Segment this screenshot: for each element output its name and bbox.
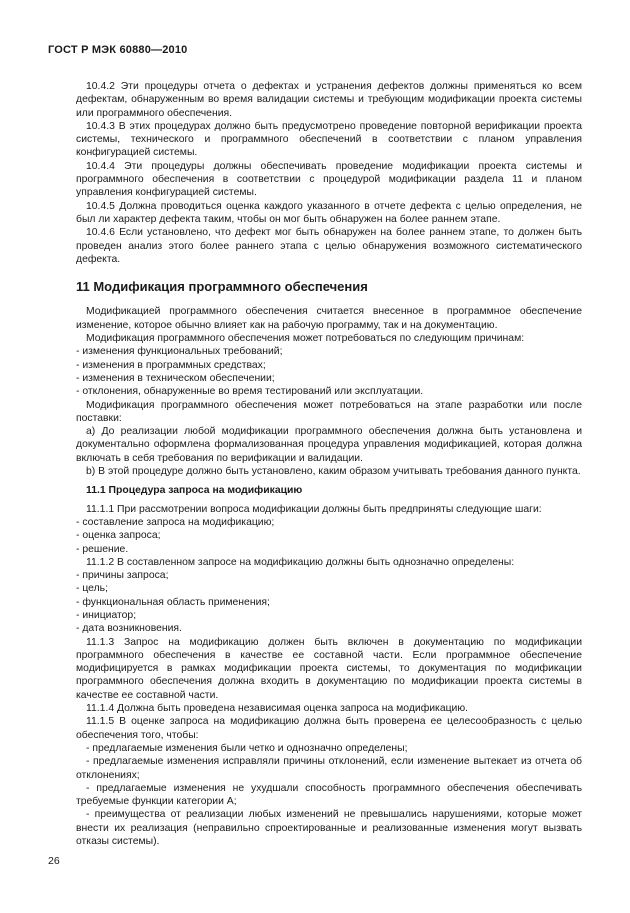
paragraph-11-1-5: 11.1.5 В оценке запроса на модификацию должна быть проверена ее целесообразность с целью обеспечения того, чтобы: bbox=[76, 716, 582, 741]
list-item: - решение. bbox=[76, 543, 129, 555]
list-item: - предлагаемые изменения были четко и однозначно определены; bbox=[86, 742, 408, 754]
paragraph-10-4-5: 10.4.5 Должна проводиться оценка каждого указанного в отчете дефекта с целью определения, не был ли характер дефекта таким, чтобы он мог быть обнаружен на более раннем этапе. bbox=[76, 200, 582, 225]
paragraph-stage: Модификация программного обеспечения может потребоваться на этапе разработки или после поставки: bbox=[76, 399, 582, 424]
list-item: - изменения функциональных требований; bbox=[76, 346, 283, 358]
paragraph-item-b: b) В этой процедуре должно быть установлено, каким образом учитывать требования данного пункта. bbox=[86, 466, 581, 478]
document-body bbox=[76, 80, 582, 848]
list-item: - функциональная область применения; bbox=[76, 596, 270, 608]
paragraph-11-1-1: 11.1.1 При рассмотрении вопроса модификации должны быть предприняты следующие шаги: bbox=[86, 503, 542, 515]
paragraph-11-1-3: 11.1.3 Запрос на модификацию должен быть включен в документацию по модификации программного обеспечения в качестве ее составной части. Если программное обеспечение модифицируется в рамках модификации проекта системы, то документация по модификации программного обеспечения должна входить в документацию по модификации проекта системы в качестве ее составной части. bbox=[76, 636, 582, 701]
list-item: - инициатор; bbox=[76, 609, 137, 621]
paragraph-reasons-intro: Модификация программного обеспечения может потребоваться по следующим причинам: bbox=[86, 333, 525, 345]
list-item: - отклонения, обнаруженные во время тестирований или эксплуатации. bbox=[76, 386, 424, 398]
list-item: - оценка запроса; bbox=[76, 530, 161, 542]
paragraph-10-4-6: 10.4.6 Если установлено, что дефект мог быть обнаружен на более раннем этапе, то должен быть проведен анализ этого более раннего этапа с целью обнаружения возможного систематического дефекта. bbox=[76, 227, 582, 265]
paragraph-11-1-4: 11.1.4 Должна быть проведена независимая оценка запроса на модификацию. bbox=[86, 703, 469, 715]
paragraph-definition: Модификацией программного обеспечения считается внесенное в программное обеспечение изменение, которое обычно влияет как на рабочую программу, так и на документацию. bbox=[76, 306, 582, 331]
list-item: - изменения в техническом обеспечении; bbox=[76, 372, 275, 384]
list-item: - цель; bbox=[76, 583, 108, 595]
paragraph-item-a: a) До реализации любой модификации программного обеспечения должна быть установлена и документально оформлена формализованная процедура управления модификацией, которая должна включать в себя требования по верификации и валидации. bbox=[76, 426, 582, 464]
list-item: - предлагаемые изменения исправляли причины отклонений, если изменение вытекает из отчета об отклонениях; bbox=[76, 756, 582, 781]
list-item: - предлагаемые изменения не ухудшали способность программного обеспечения обеспечивать требуемые функции категории А; bbox=[76, 782, 582, 808]
paragraph-11-1-2: 11.1.2 В составленном запросе на модификацию должны быть однозначно определены: bbox=[86, 556, 515, 568]
paragraph-10-4-3: 10.4.3 В этих процедурах должно быть предусмотрено проведение повторной верификации проекта системы, технического и программного обеспечений в соответствии с планом управления конфигурацией системы. bbox=[76, 120, 582, 159]
list-item: - преимущества от реализации любых изменений не превышались нарушениями, которые может внести их реализация (неправильно спроектированные и реализованные изменения могут вызвать отказы системы). bbox=[76, 809, 582, 848]
document-header: ГОСТ Р МЭК 60880—2010 bbox=[48, 44, 188, 56]
list-item: - изменения в программных средствах; bbox=[76, 359, 266, 371]
section-title: 11 Модификация программного обеспечения bbox=[76, 279, 368, 295]
paragraph-10-4-2: 10.4.2 Эти процедуры отчета о дефектах и устранения дефектов должны применяться ко всем дефектам, обнаруженным во время валидации системы и требующим модификации проекта системы или программного обеспечения. bbox=[76, 81, 582, 119]
list-item: - дата возникновения. bbox=[76, 623, 182, 635]
list-item: - составление запроса на модификацию; bbox=[76, 516, 275, 528]
paragraph-10-4-4: 10.4.4 Эти процедуры должны обеспечивать проведение модификации проекта системы и программного обеспечения в соответствии с процедурой модификации раздела 11 и планом управления конфигурацией системы. bbox=[76, 160, 582, 199]
subsection-title: 11.1 Процедура запроса на модификацию bbox=[86, 485, 303, 497]
list-item: - причины запроса; bbox=[76, 570, 169, 582]
page-number: 26 bbox=[48, 855, 60, 867]
